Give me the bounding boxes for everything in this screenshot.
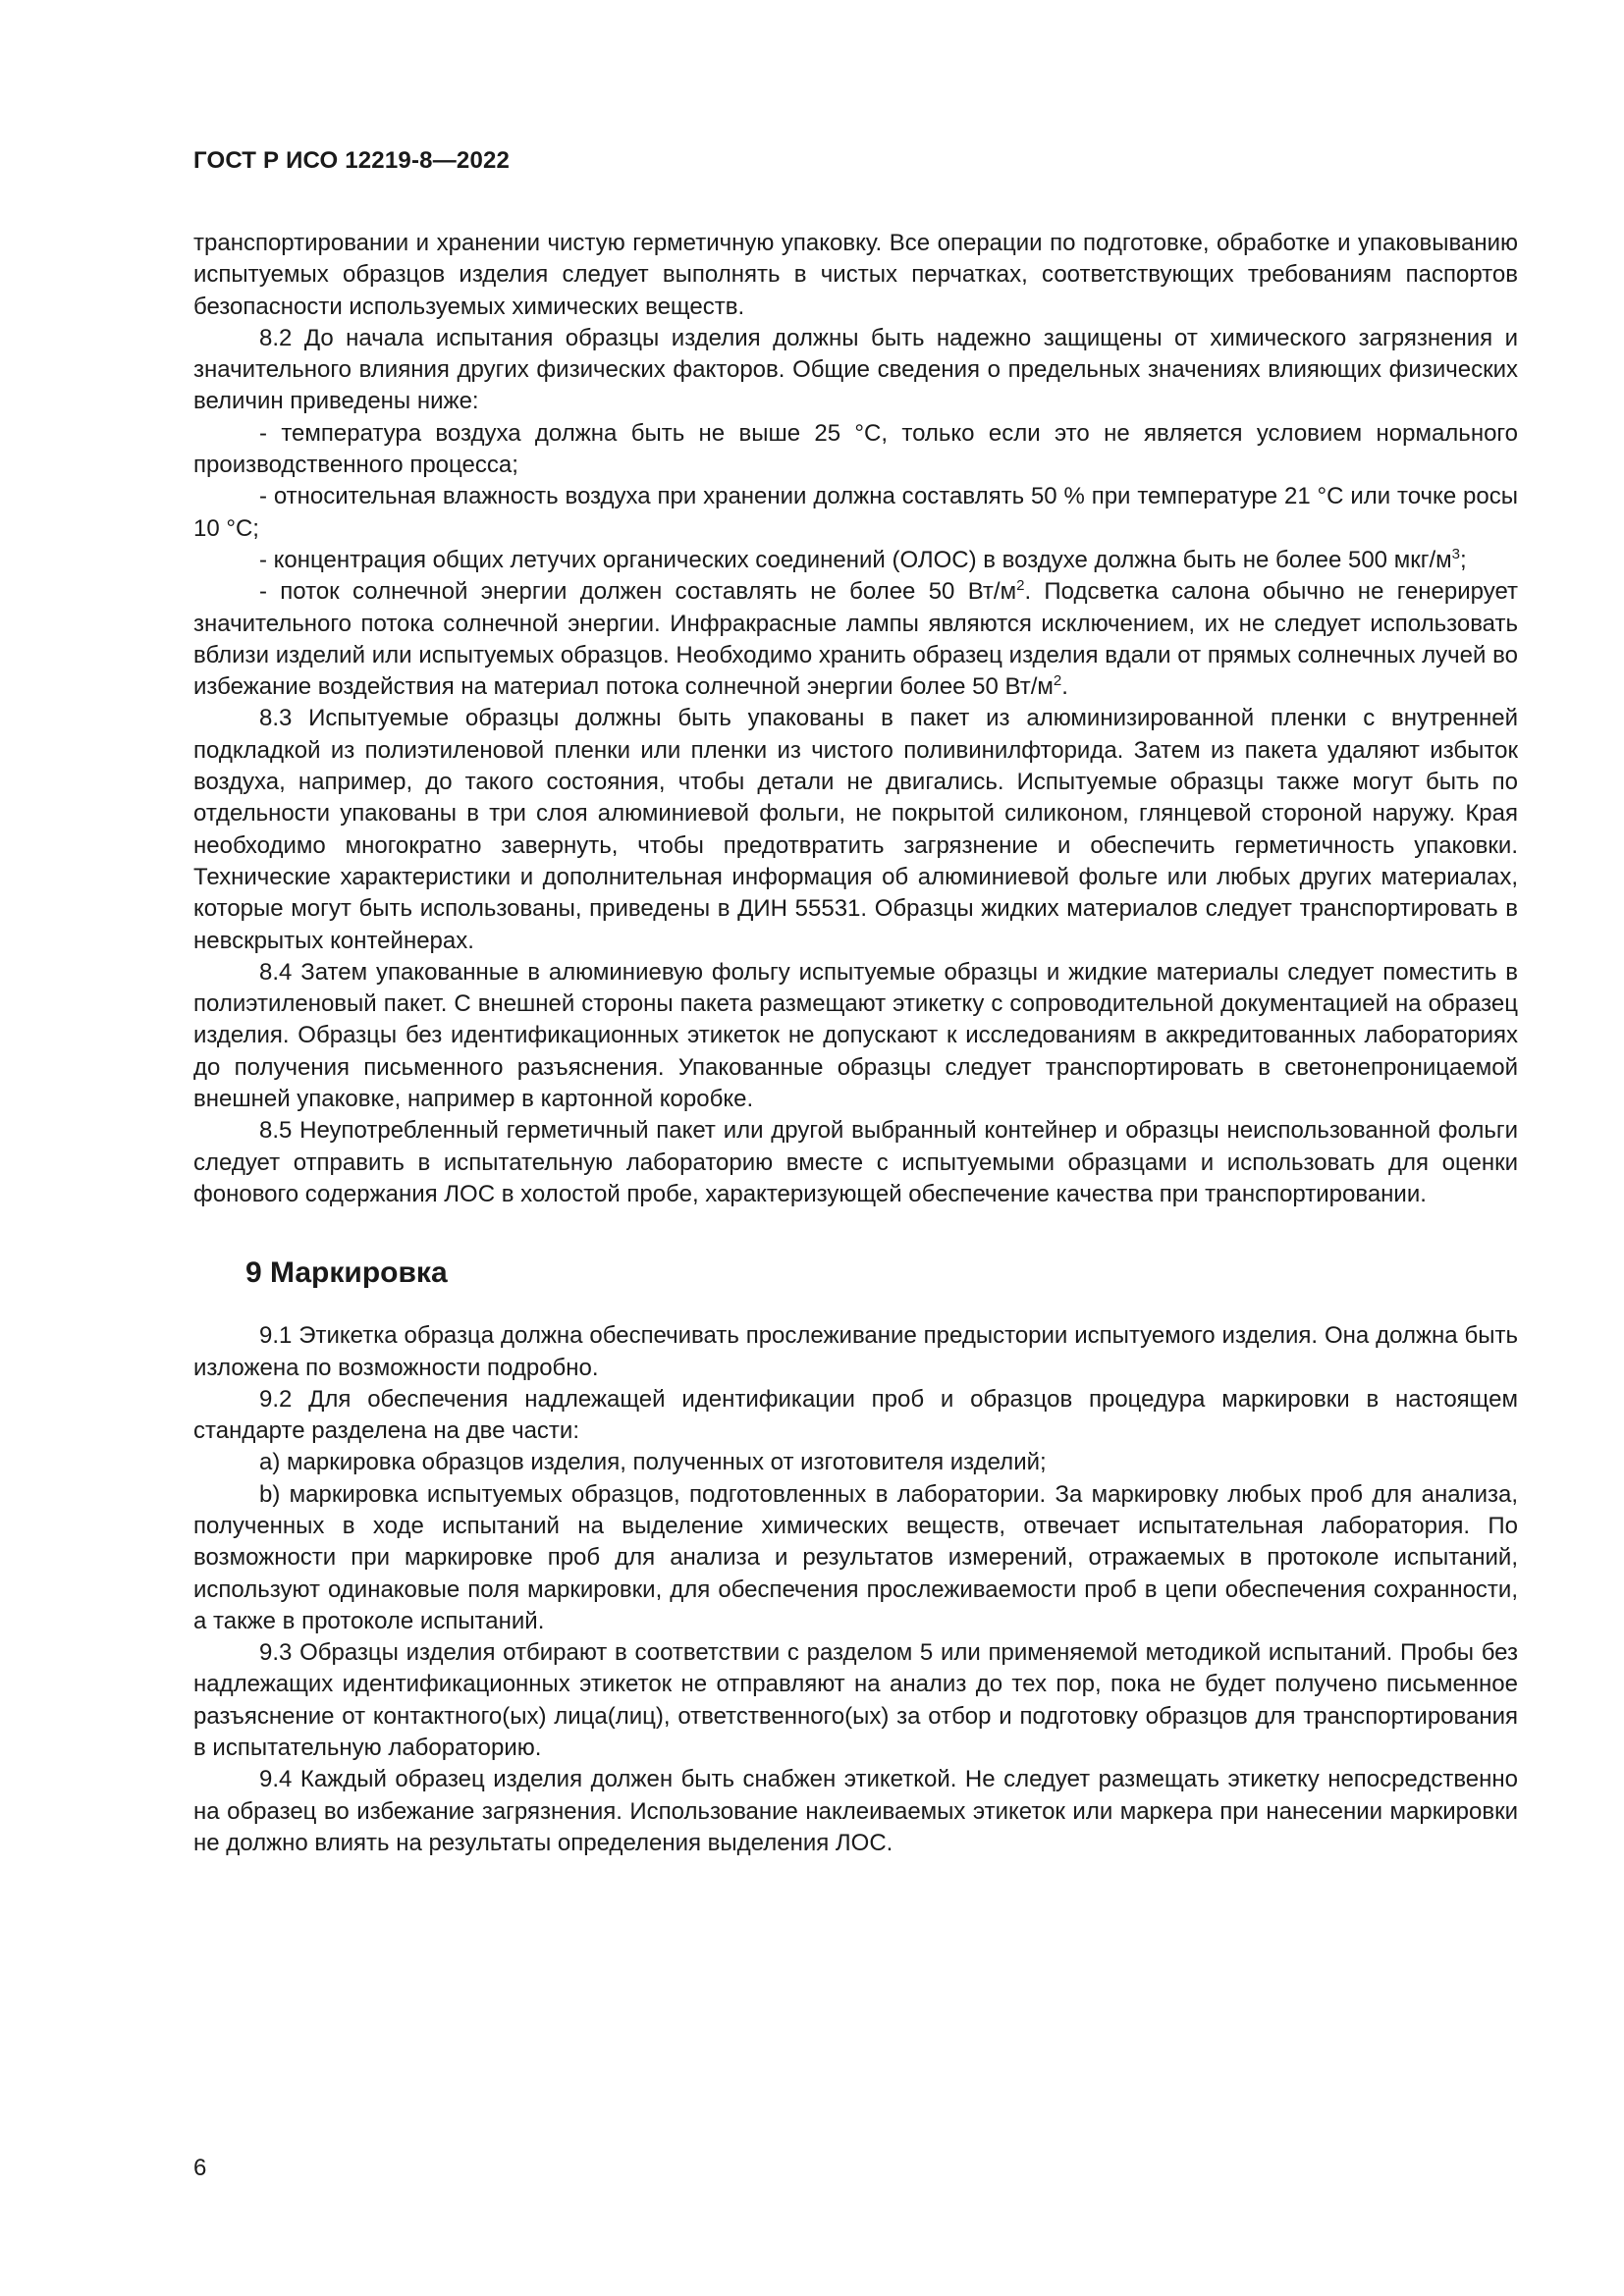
paragraph-8-5: 8.5 Неупотребленный герметичный пакет или другой выбранный контейнер и образцы неиспользованной фольги следует отправить в испытательную лабораторию вместе с испытуемыми образцами и использовать для оценки фонового содержания ЛОС в холостой пробе, характеризующей обеспечение качества при транспортировании. [193,1117,1518,1207]
paragraph-9-1: 9.1 Этикетка образца должна обеспечивать прослеживание предыстории испытуемого изделия. Она должна быть изложена по возможности подробно. [193,1322,1518,1381]
list-item-a: a) маркировка образцов изделия, полученных от изготовителя изделий; [259,1449,1047,1476]
voc-text: - концентрация общих летучих органических соединений (ОЛОС) в воздухе должна быть не более 500 мкг/м [259,546,1452,573]
list-item-temperature: - температура воздуха должна быть не выше 25 °С, только если это не является условием нормального производственного процесса; [193,419,1518,479]
section-9-heading: 9 Маркировка [245,1256,448,1290]
paragraph-8-3: 8.3 Испытуемые образцы должны быть упакованы в пакет из алюминизированной пленки с внутренней подкладкой из полиэтиленовой пленки или пленки из чистого поливинилфторида. Затем из пакета удаляют избыток воздуха, например, до такого состояния, чтобы детали не двигались. Испытуемые образцы также могут быть по отдельности упакованы в три слоя алюминиевой фольги, не покрытой силиконом, глянцевой стороной наружу. Края необходимо многократно завернуть, чтобы предотвратить загрязнение и обеспечить герметичность упаковки. Технические характеристики и дополнительная информация об алюминиевой фольге или любых других материалах, которые могут быть использованы, приведены в ДИН 55531. Образцы жидких материалов следует транспортировать в невскрытых контейнерах. [193,705,1518,954]
solar-superscript-1: 2 [1016,577,1025,595]
document-body [193,228,1518,1859]
solar-text-3: . [1061,673,1068,701]
paragraph-9-3: 9.3 Образцы изделия отбирают в соответствии с разделом 5 или применяемой методикой испытаний. Пробы без надлежащих идентификационных этикеток не отправляют на анализ до тех пор, пока не будет получено письменное разъяснение от контактного(ых) лица(лиц), ответственного(ых) за отбор и подготовку образцов для транспортирования в испытательную лабораторию. [193,1639,1518,1762]
paragraph-9-2: 9.2 Для обеспечения надлежащей идентификации проб и образцов процедура маркировки в настоящем стандарте разделена на две части: [193,1385,1518,1445]
voc-superscript: 3 [1451,545,1460,562]
paragraph-8-2: 8.2 До начала испытания образцы изделия должны быть надежно защищены от химического загрязнения и значительного влияния других физических факторов. Общие сведения о предельных значениях влияющих физических величин приведены ниже: [193,324,1518,415]
list-item-humidity: - относительная влажность воздуха при хранении должна составлять 50 % при температуре 21 °С или точке росы 10 °С; [193,483,1518,542]
voc-end: ; [1459,546,1467,573]
standard-code-header: ГОСТ Р ИСО 12219-8—2022 [193,147,511,174]
list-item-solar-flux [193,576,1518,703]
page-number: 6 [193,2155,207,2181]
list-item-voc-concentration [193,545,1518,576]
paragraph-9-4: 9.4 Каждый образец изделия должен быть снабжен этикеткой. Не следует размещать этикетку непосредственно на образец во избежание загрязнения. Использование наклеиваемых этикеток или маркера при нанесении маркировки не должно влиять на результаты определения выделения ЛОС. [193,1766,1518,1856]
list-item-b: b) маркировка испытуемых образцов, подготовленных в лаборатории. За маркировку любых проб для анализа, полученных в ходе испытаний на выделение химических веществ, отвечает испытательная лаборатория. По возможности при маркировке проб для анализа и результатов измерений, отражаемых в протоколе испытаний, используют одинаковые поля маркировки, для обеспечения прослеживаемости проб в цепи обеспечения сохранности, а также в протоколе испытаний. [193,1480,1518,1634]
paragraph-continuation: транспортировании и хранении чистую герметичную упаковку. Все операции по подготовке, обработке и упаковыванию испытуемых образцов изделия следует выполнять в чистых перчатках, соответствующих требованиям паспортов безопасности используемых химических веществ. [193,230,1518,320]
solar-text-1: - поток солнечной энергии должен составлять не более 50 Вт/м [259,578,1017,606]
paragraph-8-4: 8.4 Затем упакованные в алюминиевую фольгу испытуемые образцы и жидкие материалы следует поместить в полиэтиленовый пакет. С внешней стороны пакета размещают этикетку с сопроводительной документацией на образец изделия. Образцы без идентификационных этикеток не допускают к исследованиям в аккредитованных лабораториях до получения письменного разъяснения. Упакованные образцы следует транспортировать в светонепроницаемой внешней упаковке, например в картонной коробке. [193,958,1518,1113]
solar-text-2: . Подсветка салона обычно не генерирует значительного потока солнечной энергии. Инфракрасные лампы являются исключением, их не следует использовать вблизи изделий или испытуемых образцов. Необходимо хранить образец изделия вдали от прямых солнечных лучей во избежание воздействия на материал потока солнечной энергии более 50 Вт/м [193,578,1518,701]
solar-superscript-2: 2 [1053,672,1062,690]
